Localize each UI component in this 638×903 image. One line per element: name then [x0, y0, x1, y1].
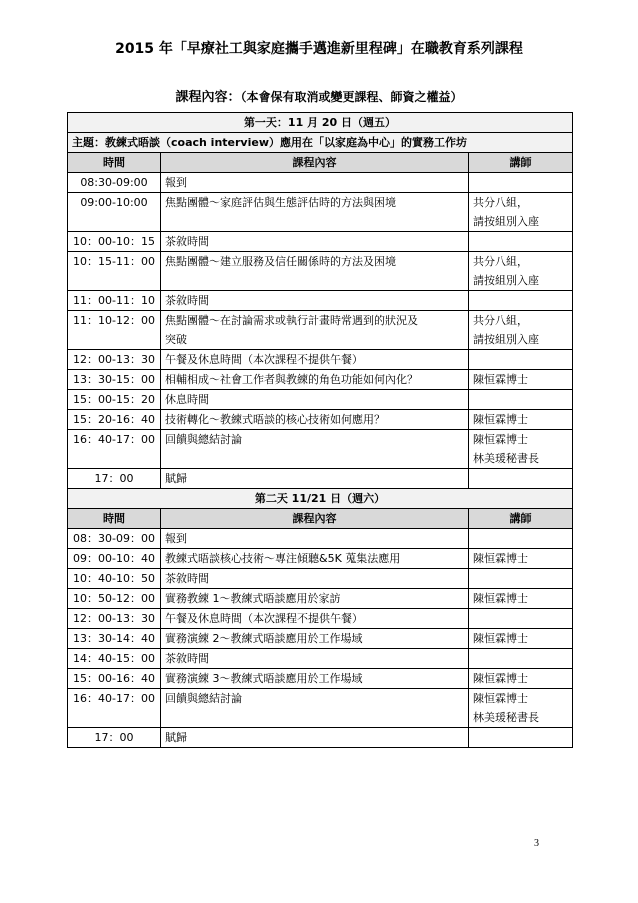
- content-cell: 茶敘時間: [161, 291, 469, 311]
- time-cell: 11：00-11：10: [68, 291, 161, 311]
- content-cell: 回饋與總結討論: [161, 689, 469, 728]
- content-cell: 賦歸: [161, 469, 469, 489]
- table-row: [68, 291, 573, 311]
- lecturer-cell: [469, 232, 573, 252]
- table-row: [68, 569, 573, 589]
- day1-theme: 主題：教練式晤談（coach interview）應用在「以家庭為中心」的實務工作坊: [68, 133, 573, 153]
- content-cell: 技術轉化～教練式晤談的核心技術如何應用？: [161, 410, 469, 430]
- table-row: [68, 430, 573, 469]
- content-cell: 茶敘時間: [161, 649, 469, 669]
- time-cell: 17：00: [68, 469, 161, 489]
- table-row: [68, 390, 573, 410]
- lecturer-cell: 陳恒霖博士 林美瑗秘書長: [469, 689, 573, 728]
- time-cell: 09:00-10:00: [68, 193, 161, 232]
- content-cell: 焦點團體～建立服務及信任關係時的方法及困境: [161, 252, 469, 291]
- table-row: [68, 370, 573, 390]
- table-row: [68, 549, 573, 569]
- day2-heading: 第二天 11/21 日（週六）: [68, 489, 573, 509]
- lecturer-cell: 共分八組， 請按組別入座: [469, 311, 573, 350]
- content-cell: 賦歸: [161, 728, 469, 748]
- lecturer-cell: 陳恒霖博士: [469, 669, 573, 689]
- table-row: [68, 350, 573, 370]
- time-cell: 14：40-15：00: [68, 649, 161, 669]
- course-content-label: 課程內容：: [175, 90, 241, 105]
- lecturer-cell: [469, 569, 573, 589]
- time-cell: 13：30-14：40: [68, 629, 161, 649]
- content-cell: 休息時間: [161, 390, 469, 410]
- content-cell: 茶敘時間: [161, 232, 469, 252]
- time-cell: 09：00-10：40: [68, 549, 161, 569]
- table-row: [68, 410, 573, 430]
- table-row: [68, 629, 573, 649]
- lecturer-cell: 陳恒霖博士: [469, 629, 573, 649]
- lecturer-cell: 陳恒霖博士: [469, 370, 573, 390]
- rights-note: （本會保有取消或變更課程、師資之權益）: [240, 90, 463, 104]
- lecturer-cell: [469, 728, 573, 748]
- table-row: [68, 252, 573, 291]
- column-header-lecturer: 講師: [469, 509, 573, 529]
- lecturer-cell: [469, 350, 573, 370]
- table-header-row: [68, 509, 573, 529]
- time-cell: 15：00-16：40: [68, 669, 161, 689]
- time-cell: 15：00-15：20: [68, 390, 161, 410]
- content-cell: 報到: [161, 173, 469, 193]
- content-cell: 實務演練 2～教練式晤談應用於工作場域: [161, 629, 469, 649]
- time-cell: 12：00-13：30: [68, 350, 161, 370]
- table-row: [68, 609, 573, 629]
- table-row: [68, 311, 573, 350]
- table-row: [68, 173, 573, 193]
- table-header-row: [68, 153, 573, 173]
- time-cell: 16：40-17：00: [68, 430, 161, 469]
- lecturer-cell: 共分八組， 請按組別入座: [469, 252, 573, 291]
- time-cell: 08：30-09：00: [68, 529, 161, 549]
- column-header-content: 課程內容: [161, 153, 469, 173]
- column-header-content: 課程內容: [161, 509, 469, 529]
- course-content-line: [0, 86, 638, 105]
- content-cell: 茶敘時間: [161, 569, 469, 589]
- content-cell: 實務教練 1～教練式晤談應用於家訪: [161, 589, 469, 609]
- table-row: [68, 193, 573, 232]
- lecturer-cell: 陳恒霖博士: [469, 549, 573, 569]
- lecturer-cell: [469, 649, 573, 669]
- column-header-time: 時間: [68, 153, 161, 173]
- content-cell: 報到: [161, 529, 469, 549]
- table-row: [68, 728, 573, 748]
- lecturer-cell: [469, 609, 573, 629]
- content-cell: 午餐及休息時間（本次課程不提供午餐）: [161, 350, 469, 370]
- content-cell: 相輔相成～社會工作者與教練的角色功能如何內化？: [161, 370, 469, 390]
- time-cell: 15：20-16：40: [68, 410, 161, 430]
- time-cell: 10：15-11：00: [68, 252, 161, 291]
- lecturer-cell: [469, 291, 573, 311]
- lecturer-cell: 陳恒霖博士: [469, 589, 573, 609]
- time-cell: 11：10-12：00: [68, 311, 161, 350]
- lecturer-cell: [469, 390, 573, 410]
- lecturer-cell: [469, 529, 573, 549]
- time-cell: 12：00-13：30: [68, 609, 161, 629]
- lecturer-cell: 共分八組， 請按組別入座: [469, 193, 573, 232]
- time-cell: 13：30-15：00: [68, 370, 161, 390]
- content-cell: 焦點團體～在討論需求或執行計畫時常遇到的狀況及 突破: [161, 311, 469, 350]
- table-row: [68, 469, 573, 489]
- time-cell: 10：00-10：15: [68, 232, 161, 252]
- time-cell: 17：00: [68, 728, 161, 748]
- lecturer-cell: [469, 173, 573, 193]
- content-cell: 午餐及休息時間（本次課程不提供午餐）: [161, 609, 469, 629]
- table-row: [68, 649, 573, 669]
- table-row: [68, 589, 573, 609]
- lecturer-cell: 陳恒霖博士: [469, 410, 573, 430]
- content-cell: 回饋與總結討論: [161, 430, 469, 469]
- content-cell: 實務演練 3～教練式晤談應用於工作場域: [161, 669, 469, 689]
- table-row: [68, 689, 573, 728]
- page-number: 3: [534, 838, 539, 849]
- time-cell: 08:30-09:00: [68, 173, 161, 193]
- table-row: [68, 529, 573, 549]
- lecturer-cell: 陳恒霖博士 林美瑗秘書長: [469, 430, 573, 469]
- content-cell: 教練式晤談核心技術～專注傾聽&5K 蒐集法應用: [161, 549, 469, 569]
- document-title: 2015 年「早療社工與家庭攜手邁進新里程碑」在職教育系列課程: [115, 41, 523, 57]
- time-cell: 10：50-12：00: [68, 589, 161, 609]
- content-cell: 焦點團體～家庭評估與生態評估時的方法與困境: [161, 193, 469, 232]
- time-cell: 10：40-10：50: [68, 569, 161, 589]
- lecturer-cell: [469, 469, 573, 489]
- day1-heading: 第一天：11 月 20 日（週五）: [68, 113, 573, 133]
- time-cell: 16：40-17：00: [68, 689, 161, 728]
- table-row: [68, 232, 573, 252]
- column-header-lecturer: 講師: [469, 153, 573, 173]
- column-header-time: 時間: [68, 509, 161, 529]
- table-row: [68, 669, 573, 689]
- schedule-table: [67, 112, 573, 748]
